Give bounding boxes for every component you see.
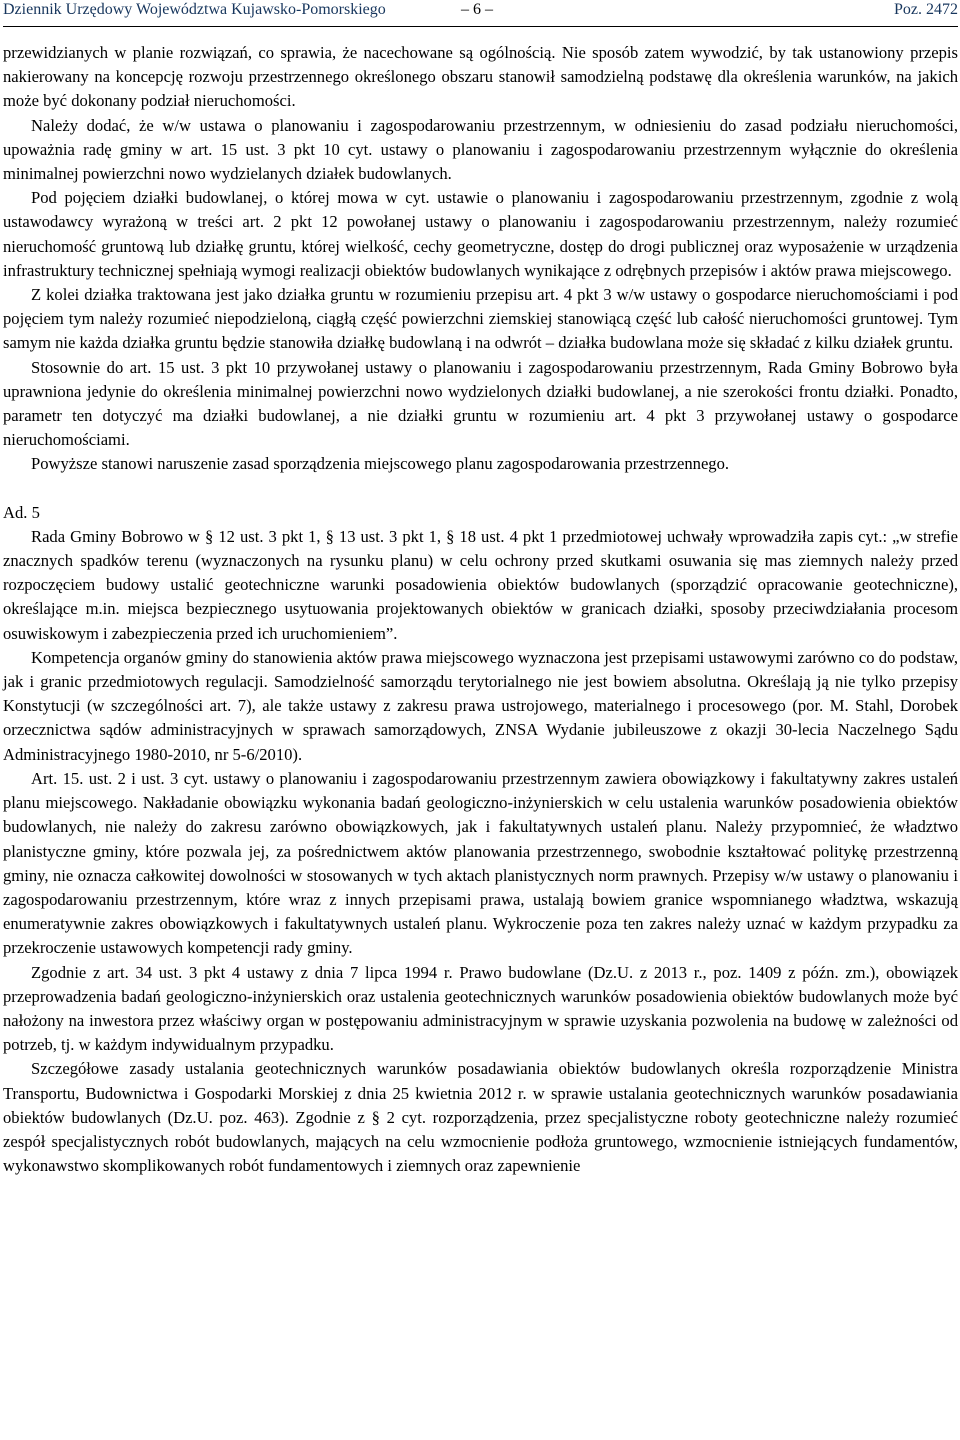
paragraph: Zgodnie z art. 34 ust. 3 pkt 4 ustawy z dnia 7 lipca 1994 r. Prawo budowlane (Dz.U. z 2013 r., poz. 1409 z późn. zm.), obowiązek przeprowadzenia badań geologiczno-inżynierskich oraz ustalenia geotechnicznych warunków posadowienia obiektów budowlanych może być nałożony na inwestora przez właściwy organ w postępowaniu administracyjnym w sprawie uzyskania pozwolenia na budowę w zależności od potrzeb, tj. w każdym indywidualnym przypadku. [3, 962, 958, 1055]
paragraph: Kompetencja organów gminy do stanowienia aktów prawa miejscowego wyznaczona jest przepisami ustawowymi zarówno co do podstaw, jak i granic przedmiotowych regulacji. Samodzielność samorządu terytorialnego nie jest bowiem absolutna. Określają ją nie tylko przepisy Konstytucji (w szczególności art. 7), ale także ustawy z zakresu prawa ustrojowego, materialnego i procesowego (por. M. Stahl, Dorobek orzecznictwa sądów administracyjnych w sprawach samorządowych, ZNSA Wydanie jubileuszowe z okazji 30-lecia Naczelnego Sądu Administracyjnego 1980-2010, nr 5-6/2010). [3, 647, 958, 764]
paragraph: Należy dodać, że w/w ustawa o planowaniu i zagospodarowaniu przestrzennym, w odniesieniu do zasad podziału nieruchomości, upoważnia radę gminy w art. 15 ust. 3 pkt 10 cyt. ustawy o planowaniu i zagospodarowaniu przestrzennym wyłącznie do określenia minimalnej powierzchni nowo wydzielanych działek budowlanych. [3, 115, 958, 184]
paragraph: przewidzianych w planie rozwiązań, co sprawia, że nacechowane są ogólnością. Nie sposób zatem wywodzić, by tak ustanowiony przepis nakierowany na koncepcję rozwoju przestrzennego określonego obszaru stanowił samodzielną podstawę dla określenia warunków, na jakich może być dokonany podział nieruchomości. [3, 43, 958, 111]
paragraph: Stosownie do art. 15 ust. 3 pkt 10 przywołanej ustawy o planowaniu i zagospodarowaniu przestrzennym, Rada Gminy Bobrowo była uprawniona jedynie do określenia minimalnej powierzchni nowo wydzielonych działki budowlanej, a nie szerokości frontu działki. Ponadto, parametr ten dotyczyć ma działki budowlanej, a nie działki gruntu w rozumieniu art. 4 pkt 3 przywołanej ustawy o gospodarce nieruchomościami. [3, 357, 958, 450]
page-header [3, 0, 958, 27]
paragraph: Pod pojęciem działki budowlanej, o której mowa w cyt. ustawie o planowaniu i zagospodarowaniu przestrzennym, zgodnie z wolą ustawodawcy wyrażoną w treści art. 2 pkt 12 powołanej ustawy o planowaniu i zagospodarowaniu przestrzennym, należy rozumieć nieruchomość gruntową lub działkę gruntu, której wielkość, cechy geometryczne, dostęp do drogi publicznej oraz wyposażenie w urządzenia infrastruktury technicznej spełniają wymogi realizacji obiektów budowlanych wynikające z odrębnych przepisów i aktów prawa miejscowego. [3, 188, 958, 280]
paragraph: Szczegółowe zasady ustalania geotechnicznych warunków posadawiania obiektów budowlanych określa rozporządzenie Ministra Transportu, Budownictwa i Gospodarki Morskiej z dnia 25 kwietnia 2012 r. w sprawie ustalania geotechnicznych warunków posadawiania obiektów budowlanych (Dz.U. poz. 463). Zgodnie z § 2 cyt. rozporządzenia, przez specjalistyczne roboty geotechniczne należy rozumieć zespół specjalistycznych robót budowlanych, mających na celu wzmocnienie podłoża gruntowego, wzmocnienie istniejących fundamentów, wykonawstwo skomplikowanych robót fundamentowych i ziemnych oraz zapewnienie [3, 1059, 958, 1176]
position-number: Poz. 2472 [894, 1, 958, 18]
paragraph: Z kolei działka traktowana jest jako działka gruntu w rozumieniu przepisu art. 4 pkt 3 w/w ustawy o gospodarce nieruchomościami i pod pojęciem tym należy rozumieć niepodzieloną, ciągłą część powierzchni ziemskiej stanowiącą część lub całość nieruchomości gruntowej. Tym samym nie każda działka gruntu będzie stanowiła działkę budowlaną i na odwrót – działka budowlana może się składać z kilku działek gruntu. [3, 285, 958, 353]
section-gap [3, 477, 958, 501]
page-number: – 6 – [461, 1, 493, 18]
document-body [3, 27, 958, 1178]
paragraph: Rada Gminy Bobrowo w § 12 ust. 3 pkt 1, § 13 ust. 3 pkt 1, § 18 ust. 4 pkt 1 przedmiotowej uchwały wprowadziła zapis cyt.: „w strefie znacznych spadków terenu (wyznaczonych na rysunku planu) w celu ochrony przed skutkami osuwania się mas ziemnych należy przed rozpoczęciem budowy ustalić geotechniczne warunki posadowienia obiektów budowlanych (sporządzić opracowanie geotechniczne), określające m.in. miejsca bezpiecznego usytuowania projektowanych obiektów w granicach działki, sposoby przeciwdziałania procesom osuwiskowym i zabezpieczenia przed ich uruchomieniem”. [3, 526, 958, 643]
journal-title: Dziennik Urzędowy Województwa Kujawsko-Pomorskiego [3, 1, 386, 18]
paragraph: Powyższe stanowi naruszenie zasad sporządzenia miejscowego planu zagospodarowania przestrzennego. [31, 454, 730, 474]
paragraph: Art. 15. ust. 2 i ust. 3 cyt. ustawy o planowaniu i zagospodarowaniu przestrzennym zawiera obowiązkowy i fakultatywny zakres ustaleń planu miejscowego. Nakładanie obowiązku wykonania badań geologiczno-inżynierskich w celu ustalenia warunków posadowienia obiektów budowlanych, nie należy do zakresu zarówno obowiązkowych, jak i fakultatywnych ustaleń planu. Należy przypomnieć, że władztwo planistyczne gminy, które pozwala jej, za pośrednictwem aktów planowania przestrzennego, swobodnie kształtować politykę przestrzenną gminy, nie oznacza całkowitej dowolności w stosowanych w tych aktach planistycznych norm prawnych. Przepisy w/w ustawy o planowaniu i zagospodarowaniu przestrzennym, które wraz z innych przepisami prawa, ustalają bowiem granice wspomnianego władztwa, wskazują enumeratywnie zakres obowiązkowych i fakultatywnych ustaleń planu. Wykroczenie poza ten zakres należy uznać w każdym przypadku za przekroczenie ustawowych kompetencji rady gminy. [3, 768, 958, 958]
section-heading: Ad. 5 [3, 502, 40, 522]
